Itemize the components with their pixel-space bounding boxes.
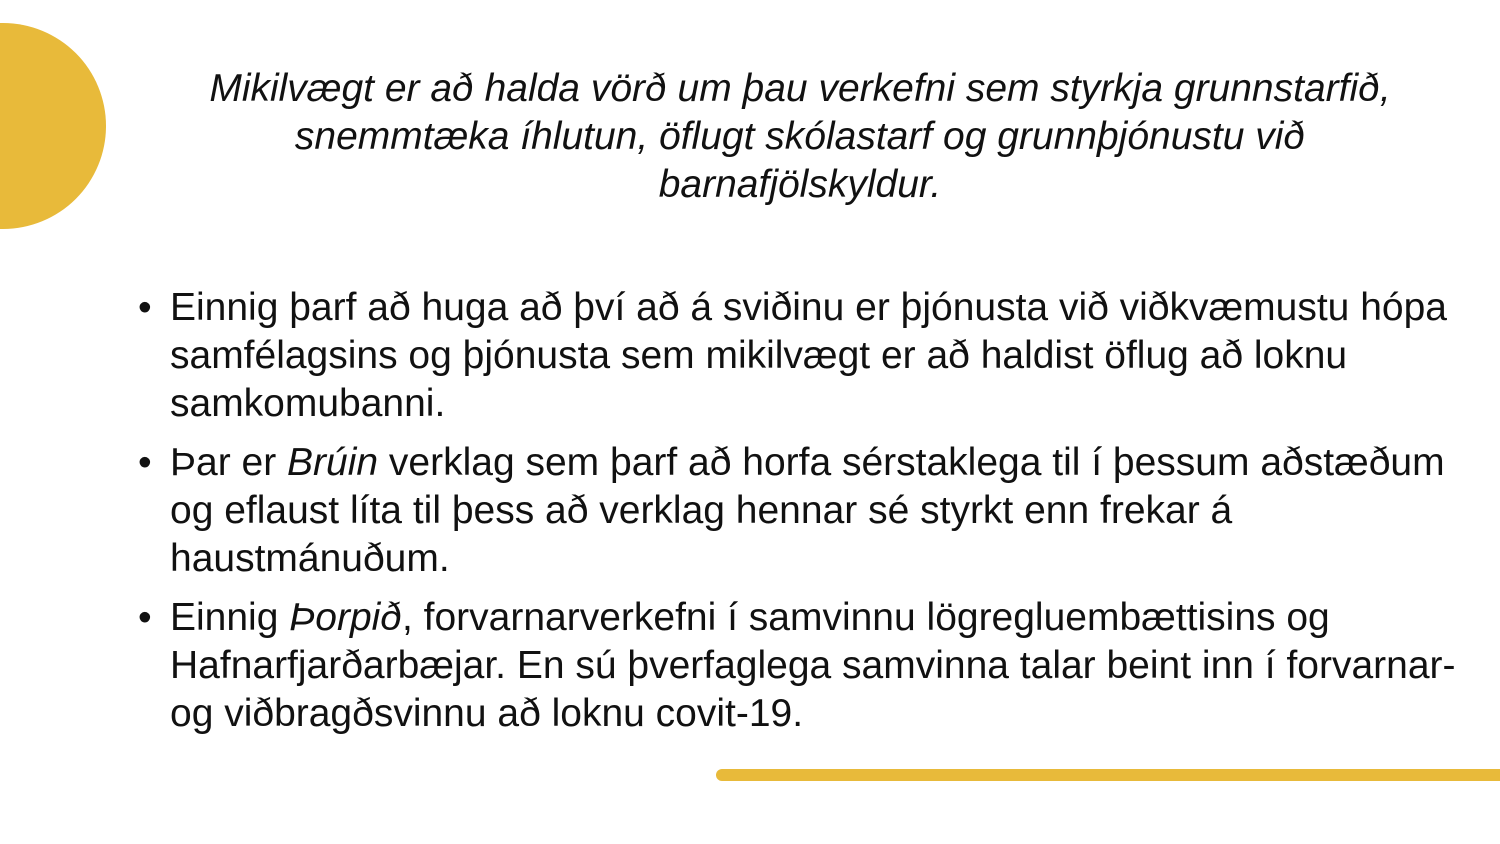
decorative-circle — [0, 23, 106, 229]
bullet-item — [138, 439, 1478, 583]
bullet-text-lead: Einnig — [170, 596, 290, 639]
bullet-glyph: • — [138, 441, 152, 484]
bullet-emphasis: Brúin — [287, 441, 379, 484]
slide-title: Mikilvægt er að halda vörð um þau verkefni sem styrkja grunnstarfið, snemmtæka íhlutun, öflugt skólastarf og grunnþjónustu við barnafjölskyldur. — [209, 67, 1391, 206]
decorative-bar — [716, 769, 1500, 781]
bullet-text-lead: Þar er — [170, 441, 288, 484]
bullet-item — [138, 594, 1478, 738]
bullet-glyph: • — [138, 596, 152, 639]
bullet-text-rest: , forvarnarverkefni í samvinnu lögregluembættisins og Hafnarfjarðarbæjar. En sú þverfaglega samvinna talar beint inn í forvarnar- og viðbragðsvinnu að loknu covit-19. — [170, 596, 1456, 735]
bullet-emphasis: Þorpið — [289, 596, 402, 639]
bullet-text-rest: verklag sem þarf að horfa sérstaklega til í þessum aðstæðum og eflaust líta til þess að verklag hennar sé styrkt enn frekar á haustmánuðum. — [170, 441, 1445, 580]
bullet-item — [138, 284, 1478, 428]
bullet-glyph: • — [138, 286, 152, 329]
bullet-list — [138, 284, 1478, 749]
bullet-text: Einnig þarf að huga að því að á sviðinu er þjónusta við viðkvæmustu hópa samfélagsins og þjónusta sem mikilvægt er að haldist öflug að loknu samkomubanni. — [170, 286, 1447, 425]
